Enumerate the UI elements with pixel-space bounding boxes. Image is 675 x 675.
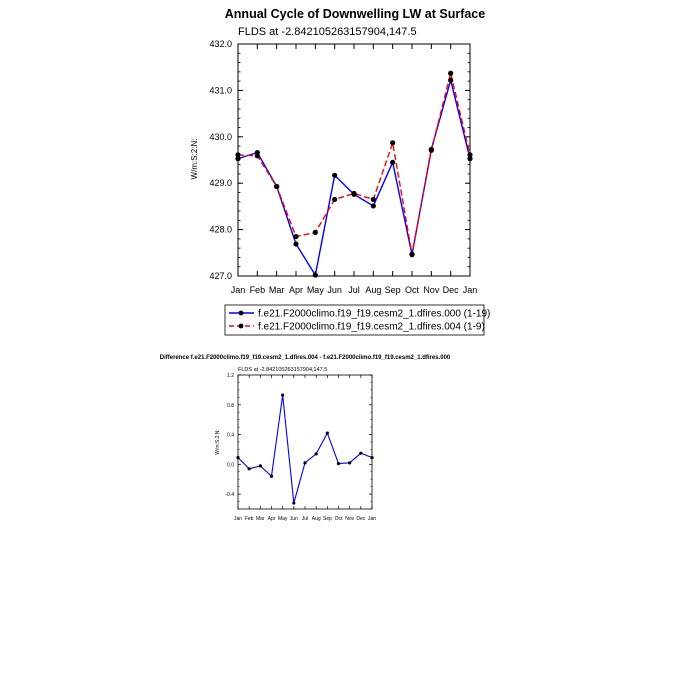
series-0-point — [236, 456, 239, 459]
main-plot-frame — [238, 44, 470, 276]
x-tick-label: Feb — [244, 516, 254, 522]
x-tick-label: May — [306, 285, 324, 295]
x-tick-label: Jul — [348, 285, 360, 295]
main-chart-title: Annual Cycle of Downwelling LW at Surface — [224, 7, 486, 21]
series-1-point — [274, 184, 279, 189]
series-0-point — [390, 160, 395, 165]
diff-chart-subtitle: FLDS at -2.842105263157904,147.5 — [238, 367, 328, 373]
x-tick-label: Feb — [249, 285, 266, 295]
diff-chart-title: Difference f.e21.F2000climo.f19_f19.cesm2_1.dfires.004 - f.e21.F2000climo.f19_f19.cesm2_1.dfires.000 — [159, 355, 451, 361]
series-0-point — [371, 203, 376, 208]
y-tick-label: 429.0 — [209, 178, 232, 189]
x-tick-label: Sep — [384, 285, 401, 295]
x-tick-label: Aug — [365, 285, 382, 295]
x-tick-label: Mar — [268, 285, 285, 295]
y-tick-label: 432.0 — [209, 39, 232, 49]
x-tick-label: Jun — [289, 516, 298, 522]
x-tick-label: Nov — [423, 285, 440, 295]
x-tick-label: May — [277, 516, 288, 522]
series-0-point — [248, 467, 251, 470]
series-0-point — [359, 452, 362, 455]
main-chart-ylabel: W/m:S:2:N: — [190, 138, 199, 180]
series-0-point — [348, 461, 351, 464]
legend-label-000: f.e21.F2000climo.f19_f19.cesm2_1.dfires.000 (1-19) — [258, 308, 491, 320]
series-1-point — [313, 230, 318, 235]
x-tick-label: Sep — [322, 516, 332, 522]
series-1-point — [409, 252, 414, 257]
series-0-point — [326, 431, 329, 434]
series-line-0 — [238, 395, 372, 503]
series-1-point — [467, 152, 472, 157]
x-tick-label: Jan — [462, 285, 478, 295]
y-tick-label: 430.0 — [209, 131, 232, 142]
series-1-point — [390, 140, 395, 145]
series-0-point — [332, 173, 337, 178]
series-0-point — [270, 475, 273, 478]
series-1-point — [332, 197, 337, 202]
series-0-point — [281, 394, 284, 397]
x-tick-label: Aug — [311, 516, 321, 522]
series-line-0 — [238, 80, 470, 275]
series-0-point — [292, 501, 295, 504]
x-tick-label: Mar — [256, 516, 265, 522]
series-1-point — [429, 148, 434, 153]
series-1-point — [448, 71, 453, 76]
series-1-point — [351, 191, 356, 196]
series-line-1 — [238, 73, 470, 254]
legend-label-004: f.e21.F2000climo.f19_f19.cesm2_1.dfires.004 (1-9) — [258, 321, 485, 333]
y-tick-label: 428.0 — [209, 224, 232, 235]
y-tick-label: 0.4 — [227, 432, 234, 439]
x-tick-label: Oct — [404, 285, 420, 295]
series-1-point — [235, 152, 240, 157]
series-0-point — [315, 452, 318, 455]
y-tick-label: 0.8 — [227, 402, 234, 409]
series-0-point — [303, 461, 306, 464]
series-0-point — [370, 456, 373, 459]
x-tick-label: Apr — [267, 516, 276, 522]
x-tick-label: Oct — [334, 516, 343, 522]
legend-marker-004 — [239, 324, 244, 329]
legend-marker-000 — [239, 311, 244, 316]
series-1-point — [255, 153, 260, 158]
y-tick-label: 1.2 — [227, 373, 234, 379]
y-tick-label: 0.0 — [227, 462, 234, 469]
y-tick-label: 427.0 — [209, 271, 232, 281]
x-tick-label: Jan — [367, 516, 377, 522]
series-1-point — [293, 234, 298, 239]
series-0-point — [313, 272, 318, 277]
diff-plot-frame — [238, 375, 372, 509]
x-tick-label: Jul — [301, 516, 309, 522]
y-tick-label: -0.4 — [225, 492, 234, 499]
x-tick-label: Nov — [345, 516, 355, 522]
series-0-point — [448, 78, 453, 83]
series-1-point — [371, 197, 376, 202]
x-tick-label: Dec — [356, 516, 366, 522]
series-0-point — [259, 464, 262, 467]
x-tick-label: Jan — [230, 285, 246, 295]
y-tick-label: 431.0 — [209, 85, 232, 96]
x-tick-label: Dec — [442, 285, 459, 295]
x-tick-label: Apr — [288, 285, 304, 295]
main-chart-subtitle: FLDS at -2.842105263157904,147.5 — [238, 26, 417, 38]
series-0-point — [337, 462, 340, 465]
x-tick-label: Jun — [327, 285, 342, 295]
series-0-point — [293, 241, 298, 246]
x-tick-label: Jan — [233, 516, 243, 522]
diff-chart-ylabel: W/m:S:2:N: — [215, 429, 221, 455]
